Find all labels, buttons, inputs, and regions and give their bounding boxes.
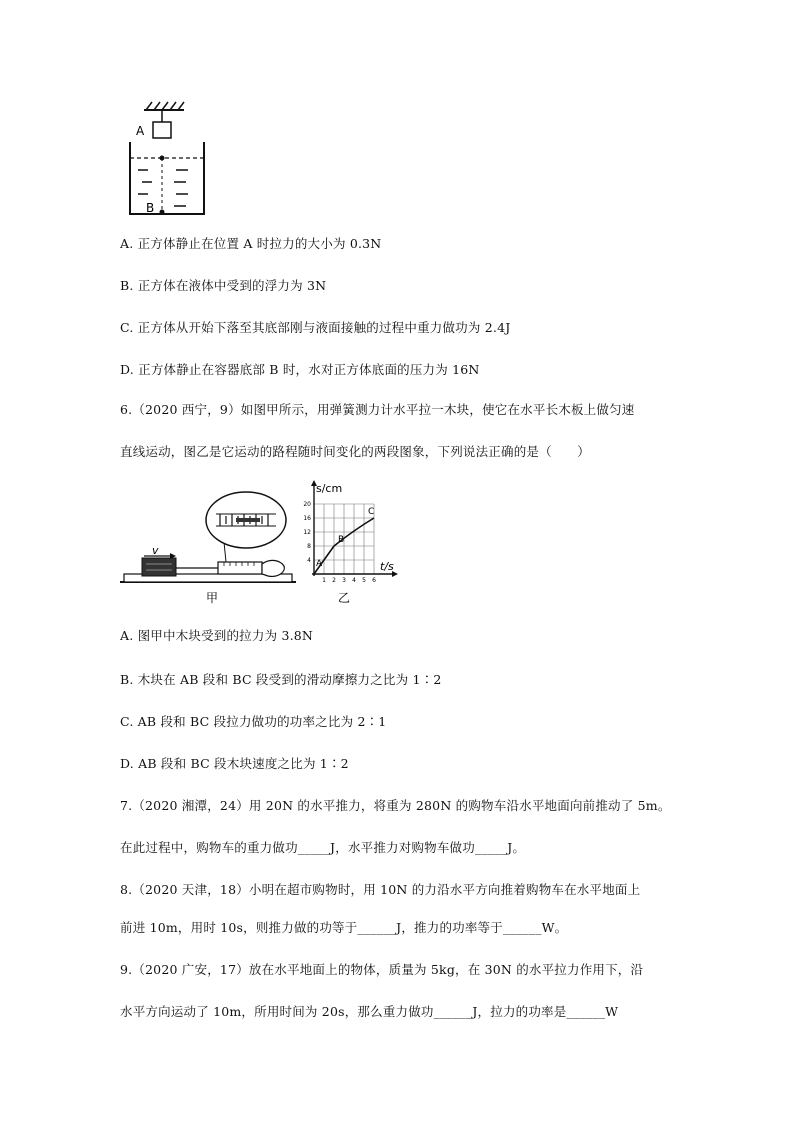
y-tick-20: 20 — [303, 501, 311, 508]
q9-line-2: 水平方向运动了 10m，所用时间为 20s，那么重力做功______J，拉力的功率是______W — [120, 1004, 619, 1019]
caption-jia: 甲 — [206, 591, 219, 605]
x-tick-labels — [322, 577, 376, 584]
spring-scale-figure — [118, 476, 298, 606]
y-tick-labels — [303, 501, 311, 564]
spring-scale-body — [218, 562, 262, 574]
x-axis-label: t/s — [380, 560, 394, 573]
q6-line-2: 直线运动，图乙是它运动的路程随时间变化的两段图象，下列说法正确的是（ ） — [120, 444, 590, 459]
x-tick-3: 3 — [342, 577, 346, 584]
q8-line-2: 前进 10m，用时 10s，则推力做的功等于______J，推力的功率等于______W。 — [120, 920, 568, 935]
container-walls — [130, 142, 204, 214]
q6-option-b: B. 木块在 AB 段和 BC 段受到的滑动摩擦力之比为 1∶2 — [120, 672, 442, 687]
container-figure — [118, 96, 228, 218]
label-b: B — [146, 201, 155, 215]
q7-line-2: 在此过程中，购物车的重力做功_____J，水平推力对购物车做功_____J。 — [120, 840, 526, 855]
q6-option-c: C. AB 段和 BC 段拉力做功的功率之比为 2∶1 — [120, 714, 387, 729]
x-tick-4: 4 — [352, 577, 356, 584]
ceiling-hatch — [146, 102, 184, 110]
q5-option-d: D. 正方体静止在容器底部 B 时，水对正方体底面的压力为 16N — [120, 362, 480, 377]
q9-line-1: 9.（2020 广安，17）放在水平地面上的物体，质量为 5kg，在 30N 的水平拉力作用下，沿 — [120, 962, 644, 977]
q5-option-b: B. 正方体在液体中受到的浮力为 3N — [120, 278, 327, 293]
point-label-c: C — [368, 507, 375, 517]
q5-option-c: C. 正方体从开始下落至其底部刚与液面接触的过程中重力做功为 2.4J — [120, 320, 511, 335]
point-b-dot — [160, 210, 165, 215]
x-tick-6: 6 — [372, 577, 376, 584]
st-graph — [298, 478, 408, 606]
q6-option-d: D. AB 段和 BC 段木块速度之比为 1∶2 — [120, 756, 349, 771]
point-label-b: B — [338, 535, 345, 545]
velocity-label: v — [152, 544, 159, 557]
label-a: A — [136, 124, 145, 138]
x-tick-2: 2 — [332, 577, 336, 584]
q7-line-1: 7.（2020 湘潭，24）用 20N 的水平推力，将重为 280N 的购物车沿水平地面向前推动了 5m。 — [120, 798, 671, 813]
q6-option-a: A. 图甲中木块受到的拉力为 3.8N — [120, 628, 314, 643]
point-label-a: A — [316, 559, 323, 569]
magnified-pointer — [236, 518, 260, 522]
caption-yi: 乙 — [338, 591, 351, 605]
q8-line-1: 8.（2020 天津，18）小明在超市购物时，用 10N 的力沿水平方向推着购物车在水平地面上 — [120, 882, 641, 897]
cube — [153, 122, 171, 138]
hand — [262, 560, 284, 576]
y-tick-16: 16 — [303, 515, 311, 522]
y-axis-label: s/cm — [316, 482, 343, 495]
q5-option-a: A. 正方体静止在位置 A 时拉力的大小为 0.3N — [120, 236, 382, 251]
wooden-block — [142, 558, 176, 576]
x-tick-1: 1 — [322, 577, 326, 584]
q6-line-1: 6.（2020 西宁，9）如图甲所示，用弹簧测力计水平拉一木块，使它在水平长木板上做匀速 — [120, 402, 635, 417]
y-tick-8: 8 — [307, 543, 311, 550]
y-tick-12: 12 — [303, 529, 311, 536]
point-a-dot — [160, 156, 165, 161]
x-tick-5: 5 — [362, 577, 366, 584]
y-tick-4: 4 — [307, 557, 311, 564]
